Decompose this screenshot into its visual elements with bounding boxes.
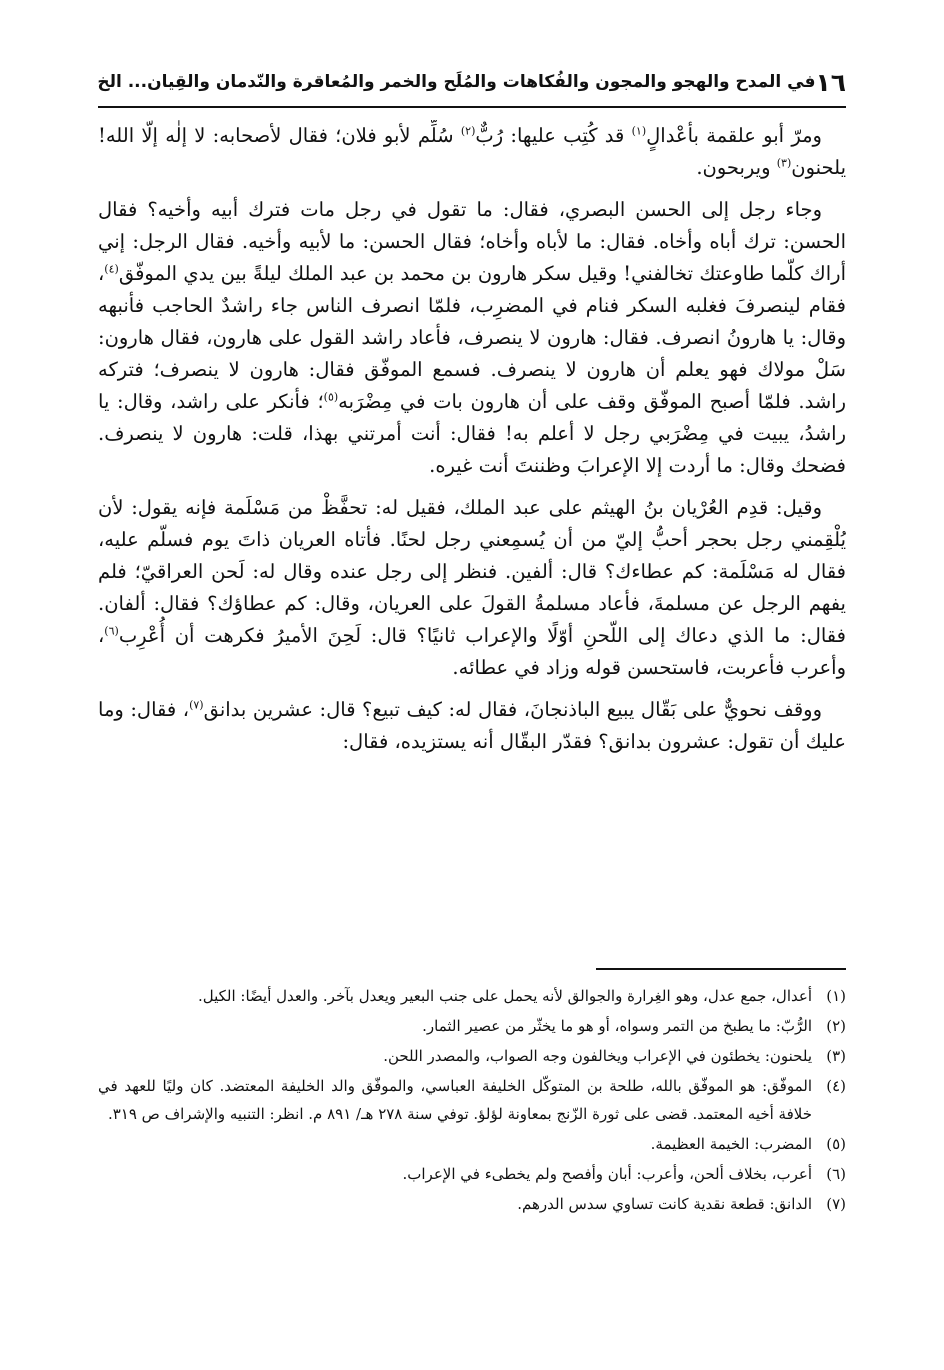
- text-run: وجاء رجل إلى الحسن البصري، فقال: ما تقول في رجل مات فترك أبيه وأخيه؟ فقال الحسن: ترك أباه وأخاه. فقال: ما لأباه وأخاه؛ فقال الحسن: ما لأبيه وأخيه. فقال الرجل: إني أراك كلّما طاوعتك تخالفني! وقيل سكر هارون بن محمد بن عبد الملك ليلةً بين يدي الموفّق: [98, 198, 846, 285]
- footnote-number: (١): [826, 987, 846, 1005]
- footnote: [98, 1190, 846, 1218]
- text-run: وقيل: قدِم العُرْيان بنُ الهيثم على عبد الملك، فقيل له: تحفَّظْ من مَسْلَمة فإنه يقول: لأن يُلْقِمني رجل بحجر أحبُّ إليّ من أن يُسمِعني رجل لحنًا. فأتاه العريان ذاتَ يوم فسلّم عليه، فقال له مَسْلَمة: كم عطاءك؟ قال: ألفين. فنظر إلى رجل عنده وقال له: لَحن العراقيّ؛ فلم يفهم الرجل عن مسلمةَ، فأعاد مسلمةُ القولَ على العريان، وقال: كم عطاؤك؟ فقال: ألفان. فقال: ما الذي دعاك إلى اللّحنِ أوّلًا والإعراب ثانيًا؟ قال: لَحِنَ الأميرُ فكرهت أن أُعْرِب: [98, 496, 846, 647]
- footnote-marker[interactable]: (١): [631, 124, 647, 138]
- footnote-text: أعرب، بخلاف ألحن، وأعرب: أبان وأفصح ولم يخطىء في الإعراب.: [402, 1165, 812, 1183]
- footnote: [98, 1072, 846, 1128]
- footnote-marker[interactable]: (٦): [104, 624, 119, 638]
- running-title: في المدح والهجو والمجون والفُكاهات والمُلَح والخمر والمُعاقرة والنّدمان والقِيان... الخ: [97, 72, 816, 92]
- footnote-text: أعدال، جمع عدل، وهو الغِرارة والجوالق لأنه يحمل على جنب البعير ويعدل بآخر. والعدل أيضًا: الكيل.: [197, 987, 812, 1005]
- footnote-number: (٥): [826, 1135, 846, 1153]
- footnote-number: (٣): [826, 1047, 846, 1065]
- footnote: [98, 1160, 846, 1188]
- footnotes: [98, 982, 846, 1312]
- text-run: ؛ فأنكر على راشد، وقال: يا راشدُ، يبيت في مِضْرَبي رجل لا أعلم به! فقال: أنت أمرتني بهذا، قلت: هارون لا ينصرف. فضحك وقال: ما أردت إلا الإعرابَ وظننتَ أنت غيره.: [98, 390, 846, 477]
- paragraph: [98, 694, 846, 758]
- footnote: [98, 1130, 846, 1158]
- footnote-text: الرُّبّ: ما يطبخ من التمر وسواه، أو هو ما يخثّر من عصير الثمار.: [422, 1017, 812, 1035]
- text-run: ، فقال: وما عليك أن تقول: عشرون بدانق؟ فقدّر البقّال أنه يستزيده، فقال:: [98, 698, 846, 753]
- main-text: [98, 120, 846, 960]
- text-run: سُلِّم لأبو فلان؛ فقال لأصحابه: لا إلٰه إلّا الله! يلحنون: [98, 124, 846, 179]
- footnote-marker[interactable]: (٧): [189, 698, 204, 712]
- paragraph: [98, 120, 846, 184]
- paragraph: [98, 492, 846, 684]
- text-run: ووقف نحويٌّ على بَقّال يبيع الباذنجانَ، فقال له: كيف تبيع؟ قال: عشرين بدانق: [203, 698, 822, 721]
- text-run: ومرّ أبو علقمة بأعْدالٍ: [646, 124, 822, 147]
- footnote-number: (٧): [826, 1195, 846, 1213]
- text-run: قد كُتِب عليها: رُبٌّ: [475, 124, 632, 147]
- footnote-number: (٢): [826, 1017, 846, 1035]
- footnote-text: الدانق: قطعة نقدية كانت تساوي سدس الدرهم.: [517, 1195, 812, 1213]
- footnote: [98, 1012, 846, 1040]
- page-number: ١٦: [815, 67, 846, 97]
- paragraph: [98, 194, 846, 482]
- footnote-text: يلحنون: يخطئون في الإعراب ويخالفون وجه الصواب، والمصدر اللحن.: [383, 1047, 812, 1065]
- footnote-marker[interactable]: (٤): [104, 262, 119, 276]
- footnote-marker[interactable]: (٣): [776, 156, 792, 170]
- text-run: ، وأعرب فأعربت، فاستحسن قوله وزاد في عطائه.: [98, 624, 846, 679]
- footnote-marker[interactable]: (٥): [323, 390, 339, 404]
- footnote: [98, 982, 846, 1010]
- footnote-number: (٦): [826, 1165, 846, 1183]
- text-run: ، فقام لينصرفَ فغلبه السكر فنام في المضرِب، فلمّا انصرف الناس جاء راشدٌ الحاجب فأنبهه وقال: يا هارونُ انصرف. فقال: هارون لا ينصرف، فأعاد راشد القول على هارون، فقال هارون: سَلْ مولاك فهو يعلم أن هارون لا ينصرف. فسمع الموفّق فقال: هارون لا ينصرف؛ فتركه راشد. فلمّا أصبح الموفّق وقف على أن هارون بات في مِضْرَبه: [98, 262, 846, 413]
- footnote: [98, 1042, 846, 1070]
- footnote-text: المضرب: الخيمة العظيمة.: [650, 1135, 812, 1153]
- footnote-marker[interactable]: (٢): [460, 124, 476, 138]
- footnote-separator: [596, 968, 846, 970]
- page-header: [98, 58, 846, 108]
- footnote-number: (٤): [826, 1077, 846, 1095]
- text-run: ويربحون.: [696, 156, 777, 179]
- footnote-text: الموفّق: هو الموفّق بالله، طلحة بن المتوكّل الخليفة العباسي، والموفّق والد الخليفة المعتضد. كان وليًا للعهد في خلافة أخيه المعتمد. قضى على ثورة الزّنج بمعاونة لؤلؤ. توفي سنة ٢٧٨ هـ/ ٨٩١ م. انظر: التنبيه والإشراف ص ٣١٩.: [98, 1077, 812, 1123]
